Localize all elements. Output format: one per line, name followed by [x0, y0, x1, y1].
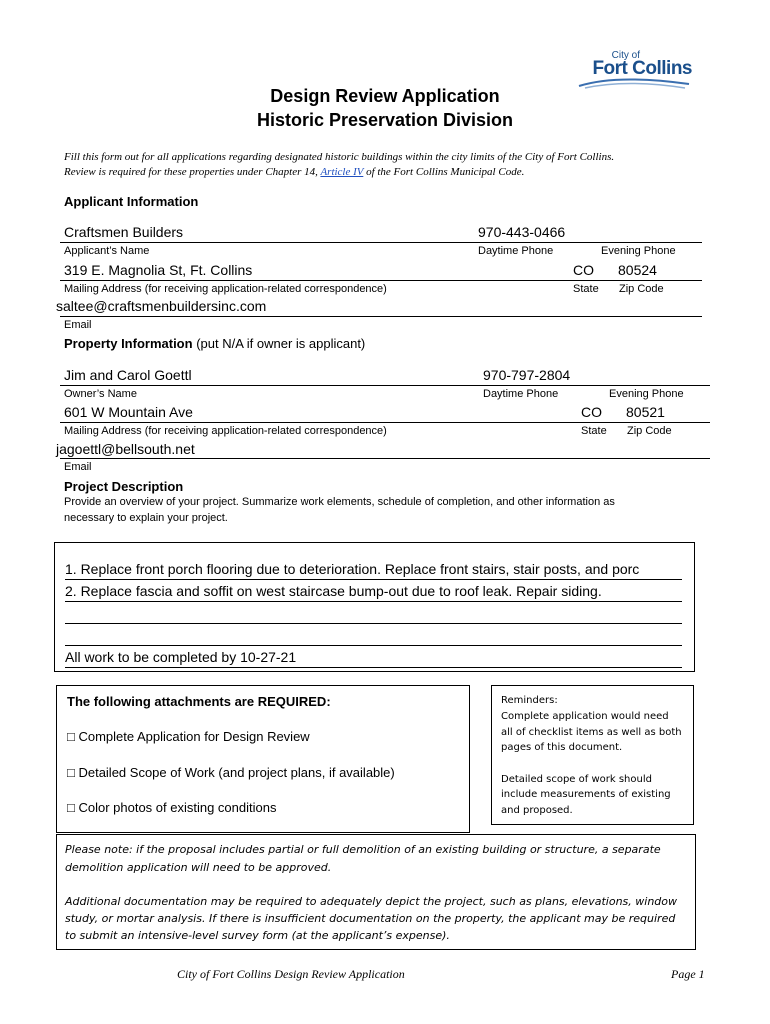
owner-day-phone-value[interactable]: 970-797-2804: [483, 367, 571, 383]
footer-title: City of Fort Collins Design Review Application: [177, 967, 405, 981]
notes-box: [56, 834, 696, 950]
project-rule-2: [65, 601, 682, 602]
city-logo: [577, 50, 692, 90]
applicant-day-phone-value[interactable]: 970-443-0466: [478, 224, 566, 240]
project-instructions-2: necessary to explain your project.: [64, 512, 228, 524]
note-p2-line-3: to submit an intensive-level survey form (at the applicant’s expense).: [65, 929, 450, 942]
owner-address-line: [60, 422, 710, 423]
owner-email-value[interactable]: jagoettl@bellsouth.net: [56, 441, 195, 457]
owner-address-value[interactable]: 601 W Mountain Ave: [64, 404, 193, 420]
reminders-p1-line-3: pages of this document.: [501, 742, 623, 753]
owner-evening-phone-label: Evening Phone: [609, 388, 684, 400]
intro-line-2: [64, 165, 714, 180]
page-number: Page 1: [671, 967, 705, 981]
attachment-item-photos[interactable]: □ Color photos of existing conditions: [67, 800, 277, 815]
attachment-item-application[interactable]: □ Complete Application for Design Review: [67, 729, 310, 744]
project-rule-3: [65, 623, 682, 624]
project-heading: Project Description: [64, 479, 184, 494]
intro-line-2-start: Review is required for these properties under Chapter 14,: [64, 166, 321, 178]
project-line-1: 1. Replace front porch flooring due to deterioration. Replace front stairs, stair posts, and porc: [65, 561, 640, 577]
project-description-box[interactable]: [54, 542, 695, 672]
applicant-zip-value[interactable]: 80524: [618, 262, 657, 278]
article-iv-link[interactable]: Article IV: [320, 166, 364, 178]
applicant-name-value[interactable]: Craftsmen Builders: [64, 224, 184, 240]
owner-name-value[interactable]: Jim and Carol Goettl: [64, 367, 192, 383]
owner-email-line: [60, 458, 710, 459]
project-rule-5: [65, 667, 682, 668]
note-p1-line-1: Please note: if the proposal includes partial or full demolition of an existing building or structure, a separate: [65, 843, 661, 856]
reminders-p1-line-1: Complete application would need: [501, 711, 669, 722]
owner-state-label: State: [581, 425, 607, 437]
applicant-heading: Applicant Information: [64, 194, 199, 209]
applicant-state-value[interactable]: CO: [573, 262, 594, 278]
applicant-email-label: Email: [64, 319, 92, 331]
applicant-address-line: [60, 280, 702, 281]
owner-address-label: Mailing Address (for receiving application-related correspondence): [64, 425, 387, 437]
attachments-box: [56, 685, 470, 833]
intro-text: [64, 150, 714, 180]
note-p2-line-2: study, or mortar analysis. If there is insufficient documentation on the property, the applicant may be required: [65, 912, 676, 925]
reminders-p2-line-3: and proposed.: [501, 805, 573, 816]
attachment-item-scope[interactable]: □ Detailed Scope of Work (and project plans, if available): [67, 765, 395, 780]
note-p1-line-2: demolition application will need to be approved.: [65, 861, 332, 874]
owner-state-value[interactable]: CO: [581, 404, 602, 420]
applicant-zip-label: Zip Code: [619, 283, 664, 295]
owner-email-label: Email: [64, 461, 92, 473]
property-heading-bold: Property Information: [64, 336, 193, 351]
project-line-2: 2. Replace fascia and soffit on west staircase bump-out due to roof leak. Repair siding.: [65, 583, 602, 599]
applicant-name-label: Applicant’s Name: [64, 245, 150, 257]
owner-name-label: Owner’s Name: [64, 388, 137, 400]
applicant-name-line: [60, 242, 702, 243]
intro-line-1: Fill this form out for all applications regarding designated historic buildings within the city limits of the City of Fort Collins.: [64, 151, 615, 163]
page-subtitle: Historic Preservation Division: [256, 110, 514, 130]
note-p2-line-1: Additional documentation may be required to adequately depict the project, such as plans, elevations, window: [65, 895, 678, 908]
applicant-state-label: State: [573, 283, 599, 295]
reminders-p2-line-1: Detailed scope of work should: [501, 774, 652, 785]
reminders-p2-line-2: include measurements of existing: [501, 789, 671, 800]
applicant-email-line: [60, 316, 702, 317]
reminders-p1-line-2: all of checklist items as well as both: [501, 727, 682, 738]
owner-name-line: [60, 385, 710, 386]
applicant-address-value[interactable]: 319 E. Magnolia St, Ft. Collins: [64, 262, 253, 278]
applicant-email-value[interactable]: saltee@craftsmenbuildersinc.com: [56, 298, 267, 314]
attachments-heading: The following attachments are REQUIRED:: [67, 694, 331, 709]
reminders-title: Reminders:: [501, 695, 558, 706]
reminders-box: [491, 685, 694, 825]
project-rule-1: [65, 579, 682, 580]
project-rule-4: [65, 645, 682, 646]
logo-city-of: City of: [611, 50, 640, 61]
owner-zip-label: Zip Code: [627, 425, 672, 437]
property-heading: [64, 336, 365, 351]
logo-fort-collins: Fort Collins: [592, 58, 692, 79]
applicant-address-label: Mailing Address (for receiving application-related correspondence): [64, 283, 387, 295]
intro-line-2-end: of the Fort Collins Municipal Code.: [363, 166, 525, 178]
project-instructions-1: Provide an overview of your project. Summarize work elements, schedule of completion, and other information as: [64, 496, 615, 508]
owner-day-phone-label: Daytime Phone: [483, 388, 559, 400]
owner-zip-value[interactable]: 80521: [626, 404, 665, 420]
property-heading-note: (put N/A if owner is applicant): [192, 336, 366, 351]
project-line-5: All work to be completed by 10-27-21: [65, 649, 297, 665]
page-title: Design Review Application: [270, 86, 500, 106]
applicant-evening-phone-label: Evening Phone: [601, 245, 676, 257]
applicant-day-phone-label: Daytime Phone: [478, 245, 554, 257]
